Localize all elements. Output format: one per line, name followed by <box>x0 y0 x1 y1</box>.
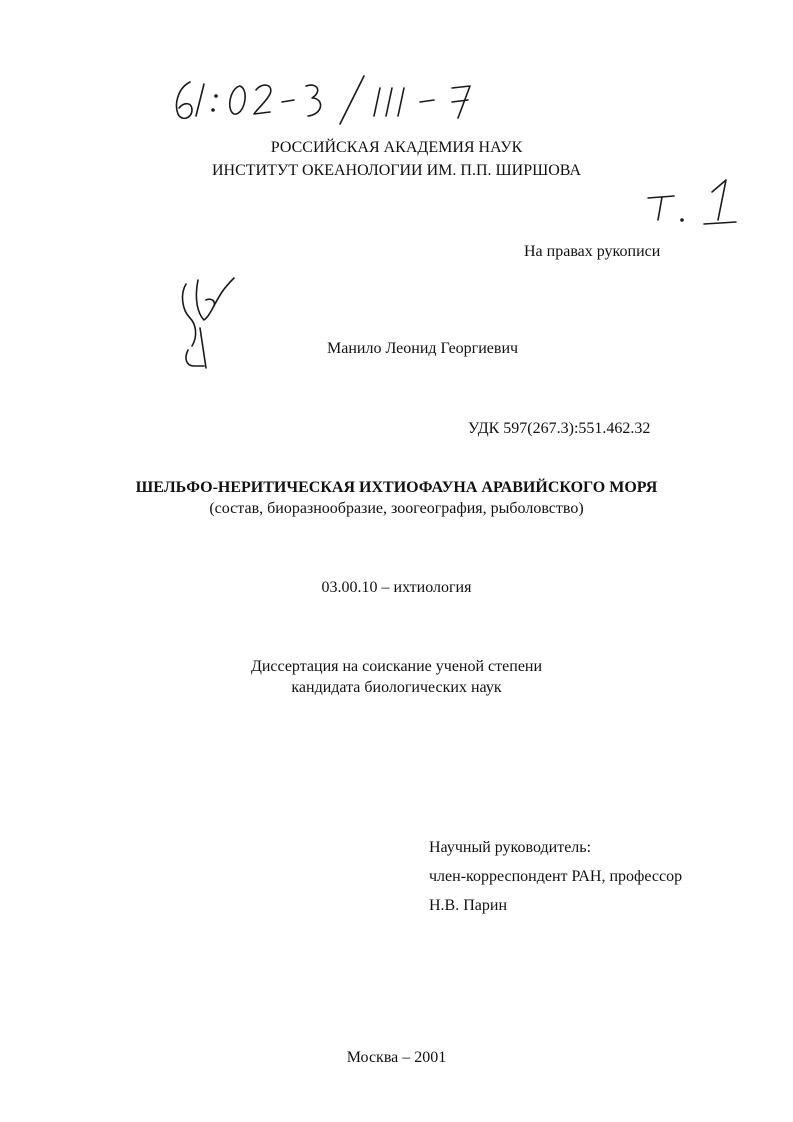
dissertation-subtitle: (состав, биоразнообразие, зоогеография, рыболовство) <box>209 500 584 517</box>
institute-name: ИНСТИТУТ ОКЕАНОЛОГИИ ИМ. П.П. ШИРШОВА <box>211 162 581 179</box>
specialty-code: 03.00.10 – ихтиология <box>321 579 472 596</box>
handwritten-catalog-number <box>168 72 538 132</box>
degree-line-2: кандидата биологических наук <box>291 679 502 696</box>
udc-code: УДК 597(267.3):551.462.32 <box>468 420 651 437</box>
supervisor-position: член-корреспондент РАН, профессор <box>429 868 683 885</box>
place-and-year: Москва – 2001 <box>346 1049 447 1066</box>
supervisor-label: Научный руководитель: <box>429 839 592 856</box>
degree-line-1: Диссертация на соискание ученой степени <box>250 658 543 675</box>
manuscript-rights: На правах рукописи <box>524 243 661 260</box>
author-name: Манило Леонид Георгиевич <box>327 340 519 357</box>
handwritten-volume-mark <box>640 178 750 230</box>
supervisor-name: Н.В. Парин <box>429 897 508 914</box>
dissertation-title: ШЕЛЬФО-НЕРИТИЧЕСКАЯ ИХТИОФАУНА АРАВИЙСКОГО МОРЯ <box>135 479 658 496</box>
academy-name: РОССИЙСКАЯ АКАДЕМИЯ НАУК <box>270 139 523 156</box>
signature <box>176 270 240 374</box>
